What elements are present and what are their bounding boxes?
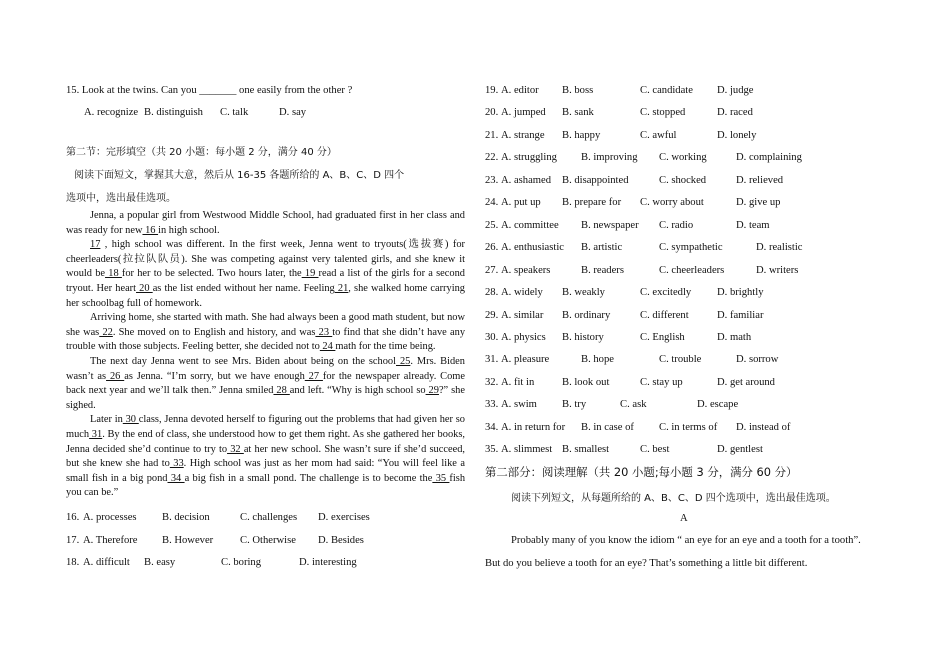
option-d: D. relieved (736, 174, 784, 186)
option-c: C. talk (220, 107, 249, 118)
option-b: B. However (162, 535, 214, 546)
option-a: A. put up (501, 197, 541, 209)
option-a: A. similar (501, 309, 544, 321)
option-c: C. worry about (640, 197, 704, 209)
option-c: C. sympathetic (659, 242, 723, 254)
question-28 (0, 287, 950, 303)
paragraph-1: Jenna, a popular girl from Westwood Middle School, had graduated first in her class and was ready for new 16 in high school. (66, 210, 465, 236)
option-b: B. hope (581, 354, 614, 366)
blank-35: 35 (432, 472, 450, 484)
blank-33: 33 (169, 458, 184, 470)
option-a: A. editor (501, 85, 539, 96)
option-b: B. decision (162, 512, 210, 523)
option-c: C. best (640, 444, 670, 456)
option-b: B. newspaper (581, 219, 639, 231)
option-c: C. awful (640, 129, 677, 141)
option-a: A. pleasure (501, 354, 550, 366)
option-a: A. jumped (501, 107, 546, 119)
question-number: 33. (485, 399, 499, 411)
option-b: B. in case of (581, 421, 634, 433)
blank-23: 23 (315, 326, 333, 338)
option-d: D. math (717, 331, 752, 343)
paragraph-4: The next day Jenna went to see Mrs. Biden about being on the school 25. Mrs. Biden wasn’t as 26 as Jenna. “I’m sorry, but we have enough 27 for the newspaper already. Come back next year and we’ll talk then.” Jenna smiled 28 and left. “Why is high school so 29?” she sighed. (66, 355, 465, 411)
question-number: 20. (485, 107, 499, 119)
option-c: C. shocked (659, 174, 707, 186)
option-c: C. challenges (240, 512, 298, 523)
option-d: D. writers (756, 264, 799, 276)
option-d: D. interesting (299, 557, 357, 568)
question-number: 19. (485, 85, 499, 96)
question-number: 22. (485, 152, 499, 164)
question-17 (0, 535, 470, 551)
question-20 (0, 107, 950, 123)
option-d: D. sorrow (736, 354, 779, 366)
blank-30: 30 (122, 414, 139, 426)
reading-line-2: But do you believe a tooth for an eye? That’s something a little bit different. (485, 558, 808, 569)
option-c: C. candidate (640, 85, 693, 96)
blank-29: 29 (425, 385, 439, 397)
question-19 (0, 85, 950, 101)
paragraph-5: Later in 30 class, Jenna devoted herself to figuring out the problems that had given her so much 31. By the end of class, she understood how to get them right. As she gathered her books, Jenna decided she’d continue to try to 32 at her new school. She wasn’t sure if she’d succeed, but she knew she had to 33. High school was just as her mom had said: “You will feel like a small fish in a big pond 34 a big fish in a small pond. The challenge is to become the 35 fish you can be.” (66, 414, 466, 499)
option-c: C. boring (221, 557, 262, 568)
blank-25: 25 (396, 355, 411, 367)
question-number: 17. (66, 535, 80, 546)
option-a: A. difficult (83, 557, 130, 568)
question-number: 29. (485, 309, 499, 321)
option-b: B. happy (562, 129, 601, 141)
blank-34: 34 (167, 472, 185, 484)
option-a: A. fit in (501, 376, 535, 388)
option-a: A. Therefore (83, 535, 138, 546)
blank-16: 16 (142, 224, 159, 236)
option-c: C. trouble (659, 354, 702, 366)
option-d: D. exercises (318, 512, 370, 523)
question-number: 28. (485, 287, 499, 299)
question-33 (0, 399, 950, 415)
option-d: D. lonely (717, 129, 757, 141)
question-number: 18. (66, 557, 80, 568)
option-c: C. Otherwise (240, 535, 296, 546)
option-c: C. English (640, 331, 685, 343)
question-21 (0, 130, 950, 146)
option-d: D. Besides (318, 535, 364, 546)
option-c: C. radio (659, 219, 694, 231)
question-number: 16. (66, 512, 80, 523)
option-b: B. readers (581, 264, 624, 276)
option-c: C. stay up (640, 376, 683, 388)
option-a: A. struggling (501, 152, 557, 164)
question-35 (0, 444, 950, 460)
option-a: A. slimmest (501, 444, 553, 456)
option-c: C. in terms of (659, 421, 718, 433)
blank-32: 32 (227, 443, 244, 455)
option-d: D. give up (736, 197, 781, 209)
option-c: C. different (640, 309, 689, 321)
option-c: C. ask (620, 399, 647, 411)
option-a: A. recognize (84, 107, 139, 118)
question-number: 24. (485, 197, 499, 209)
option-a: A. strange (501, 129, 545, 141)
option-d: D. brightly (717, 287, 764, 299)
option-b: B. try (562, 399, 587, 411)
option-b: B. prepare for (562, 197, 622, 209)
option-d: D. complaining (736, 152, 802, 164)
option-a: A. committee (501, 219, 559, 231)
question-18 (0, 557, 470, 573)
question-31 (0, 354, 950, 370)
option-d: D. raced (717, 107, 753, 119)
question-number: 34. (485, 421, 499, 433)
option-a: A. swim (501, 399, 537, 411)
question-number: 23. (485, 174, 499, 186)
blank-22: 22 (99, 326, 113, 338)
option-a: A. processes (83, 512, 137, 523)
question-15-stem: 15. Look at the twins. Can you _______ one easily from the other ? (66, 85, 353, 96)
option-b: B. history (562, 331, 604, 343)
blank-18: 18 (105, 268, 122, 280)
blank-28: 28 (273, 385, 290, 397)
question-24 (0, 197, 950, 213)
question-number: 27. (485, 264, 499, 276)
reading-line-1: Probably many of you know the idiom “ an eye for an eye and a tooth for a tooth”. (511, 535, 861, 546)
blank-19: 19 (301, 268, 319, 280)
section2-title: 第二节：完形填空（共 20 小题：每小题 2 分，满分 40 分） (66, 147, 337, 158)
option-b: B. distinguish (144, 107, 203, 118)
option-c: C. excitedly (640, 287, 692, 299)
option-d: D. familiar (717, 309, 764, 321)
option-a: A. widely (501, 287, 543, 299)
blank-24: 24 (319, 341, 336, 353)
question-number: 31. (485, 354, 499, 366)
option-d: D. get around (717, 376, 775, 388)
question-26 (0, 242, 950, 258)
option-d: D. gentlest (717, 444, 763, 456)
option-d: D. say (279, 107, 307, 118)
section2-instruction-line1: 阅读下面短文，掌握其大意，然后从 16-35 各题所给的 A、B、C、D 四个 (74, 170, 405, 181)
question-number: 25. (485, 219, 499, 231)
question-number: 26. (485, 242, 499, 254)
question-16 (0, 512, 470, 528)
question-30 (0, 332, 950, 348)
blank-20: 20 (136, 282, 153, 294)
question-number: 35. (485, 444, 499, 456)
part2-instruction: 阅读下列短文，从每题所给的 A、B、C、D 四个选项中，选出最佳选项。 (511, 493, 836, 504)
option-a: A. speakers (501, 264, 551, 276)
option-d: D. instead of (736, 421, 791, 433)
question-32 (0, 377, 950, 393)
option-d: D. escape (697, 399, 739, 411)
option-b: B. disappointed (562, 174, 629, 186)
question-number: 30. (485, 331, 499, 343)
option-b: B. smallest (562, 444, 610, 456)
paragraph-3: Arriving home, she started with math. She had always been a good math student, but now she was 22. She moved on to English and history, and was 23 to find that she didn’t have any trouble with those subjects. Feeling better, she decided not to 24 math for the time being. (66, 312, 466, 353)
blank-21: 21 (334, 282, 349, 294)
option-d: D. realistic (756, 242, 803, 254)
paragraph-2: 17 , high school was different. In the first week, Jenna went to tryouts(选拔赛) for cheerleaders(拉拉队队员). She was competing against very talented girls, and she knew it would be 18 for her to be selected. Two hours later, the 19 read a list of the girls for a second tryout. Her heart 20 as the list ended without her name. Feeling 21, she walked home carrying her schoolbag full of homework. (66, 239, 465, 309)
question-29 (0, 310, 950, 326)
option-b: B. ordinary (562, 309, 611, 321)
option-c: C. cheerleaders (659, 264, 725, 276)
option-a: A. in return for (501, 421, 566, 433)
option-b: B. easy (144, 557, 176, 568)
option-b: B. artistic (581, 242, 623, 254)
option-a: A. ashamed (501, 174, 552, 186)
passage-label: A (680, 513, 688, 524)
question-34 (0, 422, 950, 438)
option-d: D. team (736, 219, 770, 231)
option-c: C. working (659, 152, 707, 164)
option-b: B. sank (562, 107, 594, 119)
option-b: B. boss (562, 85, 594, 96)
option-a: A. enthusiastic (501, 242, 564, 254)
question-number: 32. (485, 376, 499, 388)
question-number: 21. (485, 129, 499, 141)
blank-27: 27 (304, 370, 323, 382)
part2-title: 第二部分：阅读理解（共 20 小题;每小题 3 分，满分 60 分） (485, 465, 798, 479)
question-22 (0, 152, 950, 168)
question-23 (0, 175, 950, 191)
question-27 (0, 265, 950, 281)
blank-31: 31 (89, 428, 103, 440)
section2-instruction-line2: 选项中，选出最佳选项。 (66, 193, 176, 204)
option-c: C. stopped (640, 107, 686, 119)
blank-17: 17 (90, 239, 101, 251)
option-b: B. improving (581, 152, 638, 164)
option-d: D. judge (717, 85, 754, 96)
option-b: B. weakly (562, 287, 605, 299)
question-25 (0, 220, 950, 236)
option-a: A. physics (501, 331, 546, 343)
blank-26: 26 (106, 370, 125, 382)
option-b: B. look out (562, 376, 610, 388)
